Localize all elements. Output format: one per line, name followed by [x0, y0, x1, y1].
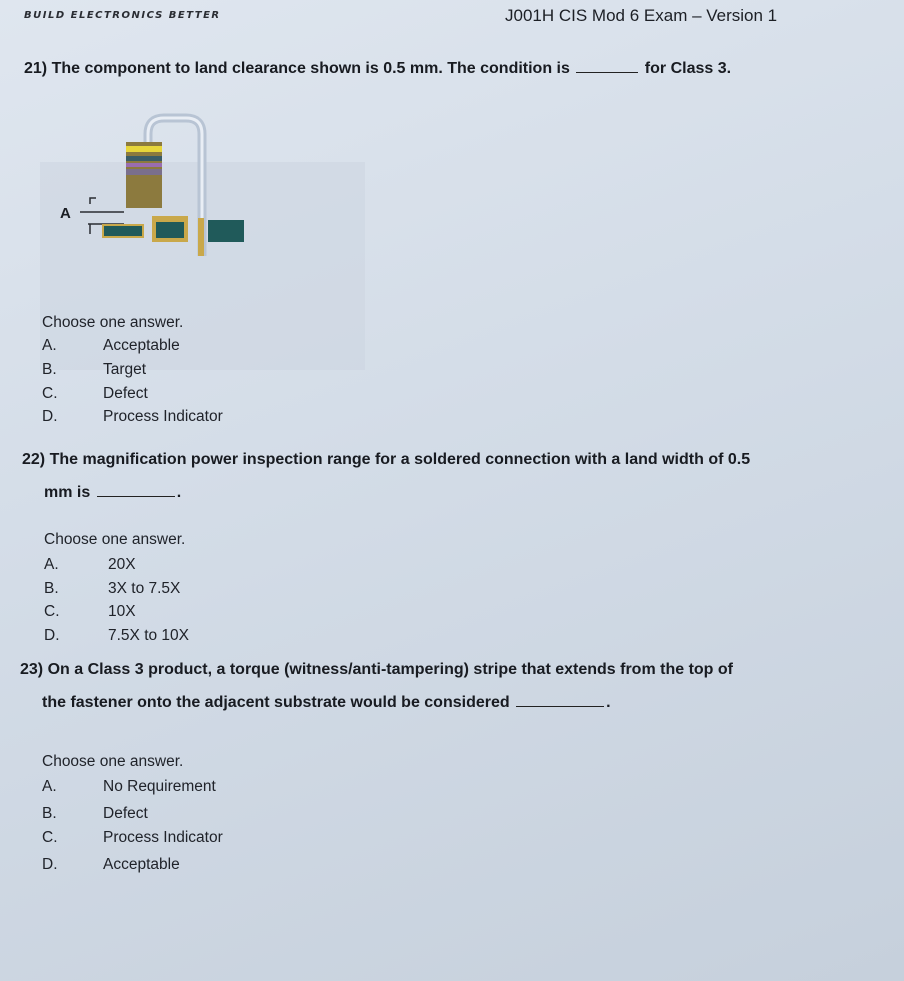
option-letter: C. [42, 385, 58, 402]
option-text: Target [103, 361, 147, 378]
question-22-line2 [44, 482, 181, 504]
question-text: On a Class 3 product, a torque (witness/anti-tampering) stripe that extends from the top of [47, 661, 733, 678]
question-text-after: . [606, 694, 611, 711]
dimension-arrow [90, 198, 96, 204]
option-letter: B. [42, 805, 57, 822]
option-b[interactable] [42, 361, 146, 383]
answer-blank [97, 496, 175, 497]
answer-blank [576, 72, 638, 73]
land-pad [156, 222, 184, 238]
question-number: 22) [22, 451, 46, 468]
option-letter: D. [42, 856, 58, 873]
component-band [126, 146, 162, 152]
land-pad [198, 218, 204, 256]
choose-prompt: Choose one answer. [44, 531, 186, 548]
option-text: Defect [103, 805, 148, 822]
question-number: 21) [24, 60, 48, 77]
option-c[interactable] [42, 385, 148, 407]
option-c[interactable] [42, 829, 223, 851]
option-text: 3X to 7.5X [108, 580, 181, 597]
component-band [126, 163, 162, 167]
option-text: 20X [108, 556, 136, 573]
question-text: The component to land clearance shown is 0.5 mm. The condition is [51, 60, 570, 77]
land-pad [104, 226, 142, 236]
question-text: the fastener onto the adjacent substrate would be considered [42, 694, 510, 711]
option-letter: A. [42, 778, 57, 795]
option-letter: C. [44, 603, 60, 620]
component-land-clearance-diagram [40, 110, 370, 270]
option-d[interactable] [42, 408, 223, 430]
option-letter: B. [42, 361, 57, 378]
option-text: Acceptable [103, 337, 180, 354]
option-text: 7.5X to 10X [108, 627, 190, 644]
option-text: Process Indicator [103, 829, 223, 846]
figure-label-a: A [60, 205, 71, 222]
option-letter: D. [42, 408, 58, 425]
question-21 [24, 58, 884, 80]
option-d[interactable] [42, 856, 180, 878]
option-letter: A. [44, 556, 59, 573]
option-c[interactable] [44, 603, 136, 625]
question-text: mm is [44, 484, 91, 501]
option-a[interactable] [44, 556, 136, 578]
component-band [126, 156, 162, 161]
land-pad [208, 220, 244, 242]
question-23-line2 [42, 692, 611, 714]
answer-blank [516, 706, 604, 707]
option-text: Process Indicator [103, 408, 223, 425]
option-b[interactable] [44, 580, 180, 602]
option-text: Acceptable [103, 856, 180, 873]
brand-logo-text: BUILD ELECTRONICS BETTER [24, 10, 221, 21]
option-letter: C. [42, 829, 58, 846]
choose-prompt: Choose one answer. [42, 753, 184, 770]
component-band [126, 169, 162, 175]
exam-title: J001H CIS Mod 6 Exam – Version 1 [505, 6, 778, 25]
question-number: 23) [20, 661, 44, 678]
question-22 [22, 449, 882, 471]
question-text-after: . [176, 484, 182, 501]
option-a[interactable] [42, 778, 216, 800]
question-text-after: for Class 3. [644, 60, 732, 77]
option-d[interactable] [44, 627, 189, 649]
option-text: No Requirement [103, 778, 216, 795]
choose-prompt: Choose one answer. [42, 314, 184, 331]
option-a[interactable] [42, 337, 180, 359]
question-text: The magnification power inspection range for a soldered connection with a land width of 0.5 [49, 451, 751, 468]
option-letter: D. [44, 627, 60, 644]
option-letter: A. [42, 337, 57, 354]
option-letter: B. [44, 580, 59, 597]
option-b[interactable] [42, 805, 148, 827]
question-23 [20, 659, 890, 681]
option-text: Defect [103, 385, 148, 402]
option-text: 10X [108, 603, 136, 620]
